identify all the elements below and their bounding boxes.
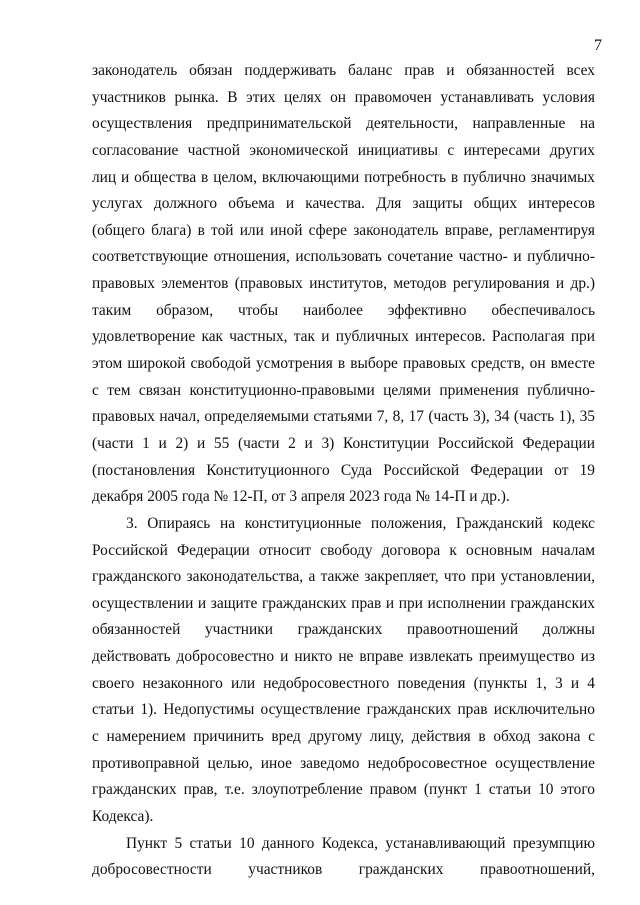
text-line: обязанностей участники гражданских правоотношений должны (92, 621, 595, 639)
text-line: 3. Опираясь на конституционные положения, Гражданский кодекс (126, 514, 595, 532)
text-line: добросовестности участников гражданских правоотношений, (92, 861, 595, 879)
text-line: осуществления предпринимательской деятельности, направленные на (92, 115, 595, 133)
text-line: соответствующие отношения, использовать сочетание частно- и публично- (92, 248, 595, 266)
document-body (92, 58, 595, 884)
text-line: осуществлении и защите гражданских прав и при исполнении гражданских (92, 594, 595, 612)
paragraph (92, 58, 595, 511)
text-line: (постановления Конституционного Суда Российской Федерации от 19 (92, 461, 595, 479)
paragraph (92, 831, 595, 884)
page-number: 7 (594, 37, 602, 54)
text-line: с намерением причинить вред другому лицу, действия в обход закона с (92, 728, 595, 746)
text-line: правовых начал, определяемыми статьями 7, 8, 17 (часть 3), 34 (часть 1), 35 (92, 408, 595, 426)
text-line: Пункт 5 статьи 10 данного Кодекса, устанавливающий презумпцию (126, 834, 595, 852)
text-line: правовых элементов (правовых институтов, методов регулирования и др.) (92, 275, 595, 293)
text-line: услугах должного объема и качества. Для защиты общих интересов (92, 195, 595, 213)
text-line: гражданских прав, т.е. злоупотребление правом (пункт 1 статьи 10 этого (92, 781, 595, 799)
text-line: противоправной целью, иное заведомо недобросовестное осуществление (92, 754, 595, 772)
text-line: статьи 1). Недопустимы осуществление гражданских прав исключительно (92, 701, 595, 719)
text-line: (общего блага) в той или иной сфере законодатель вправе, регламентируя (92, 221, 595, 239)
text-line: своего незаконного или недобросовестного поведения (пункты 1, 3 и 4 (92, 674, 595, 692)
text-line: удовлетворение как частных, так и публичных интересов. Располагая при (92, 328, 595, 346)
text-line: Российской Федерации относит свободу договора к основным началам (92, 541, 595, 559)
text-line: лиц и общества в целом, включающими потребность в публично значимых (92, 168, 595, 186)
text-line: Кодекса). (92, 807, 154, 825)
text-line: законодатель обязан поддерживать баланс прав и обязанностей всех (92, 62, 595, 79)
text-line: участников рынка. В этих целях он правомочен устанавливать условия (92, 88, 595, 106)
text-line: согласование частной экономической инициативы с интересами других (92, 141, 595, 159)
text-line: (части 1 и 2) и 55 (части 2 и 3) Конституции Российской Федерации (92, 434, 595, 452)
text-line: декабря 2005 года № 12-П, от 3 апреля 2023 года № 14-П и др.). (92, 488, 510, 506)
text-line: с тем связан конституционно-правовыми целями применения публично- (92, 381, 595, 399)
paragraph (92, 511, 595, 831)
text-line: действовать добросовестно и никто не вправе извлекать преимущество из (92, 648, 595, 666)
text-line: гражданского законодательства, а также закрепляет, что при установлении, (92, 568, 595, 586)
text-line: таким образом, чтобы наиболее эффективно обеспечивалось (92, 301, 595, 319)
text-line: этом широкой свободой усмотрения в выборе правовых средств, он вместе (92, 355, 595, 373)
